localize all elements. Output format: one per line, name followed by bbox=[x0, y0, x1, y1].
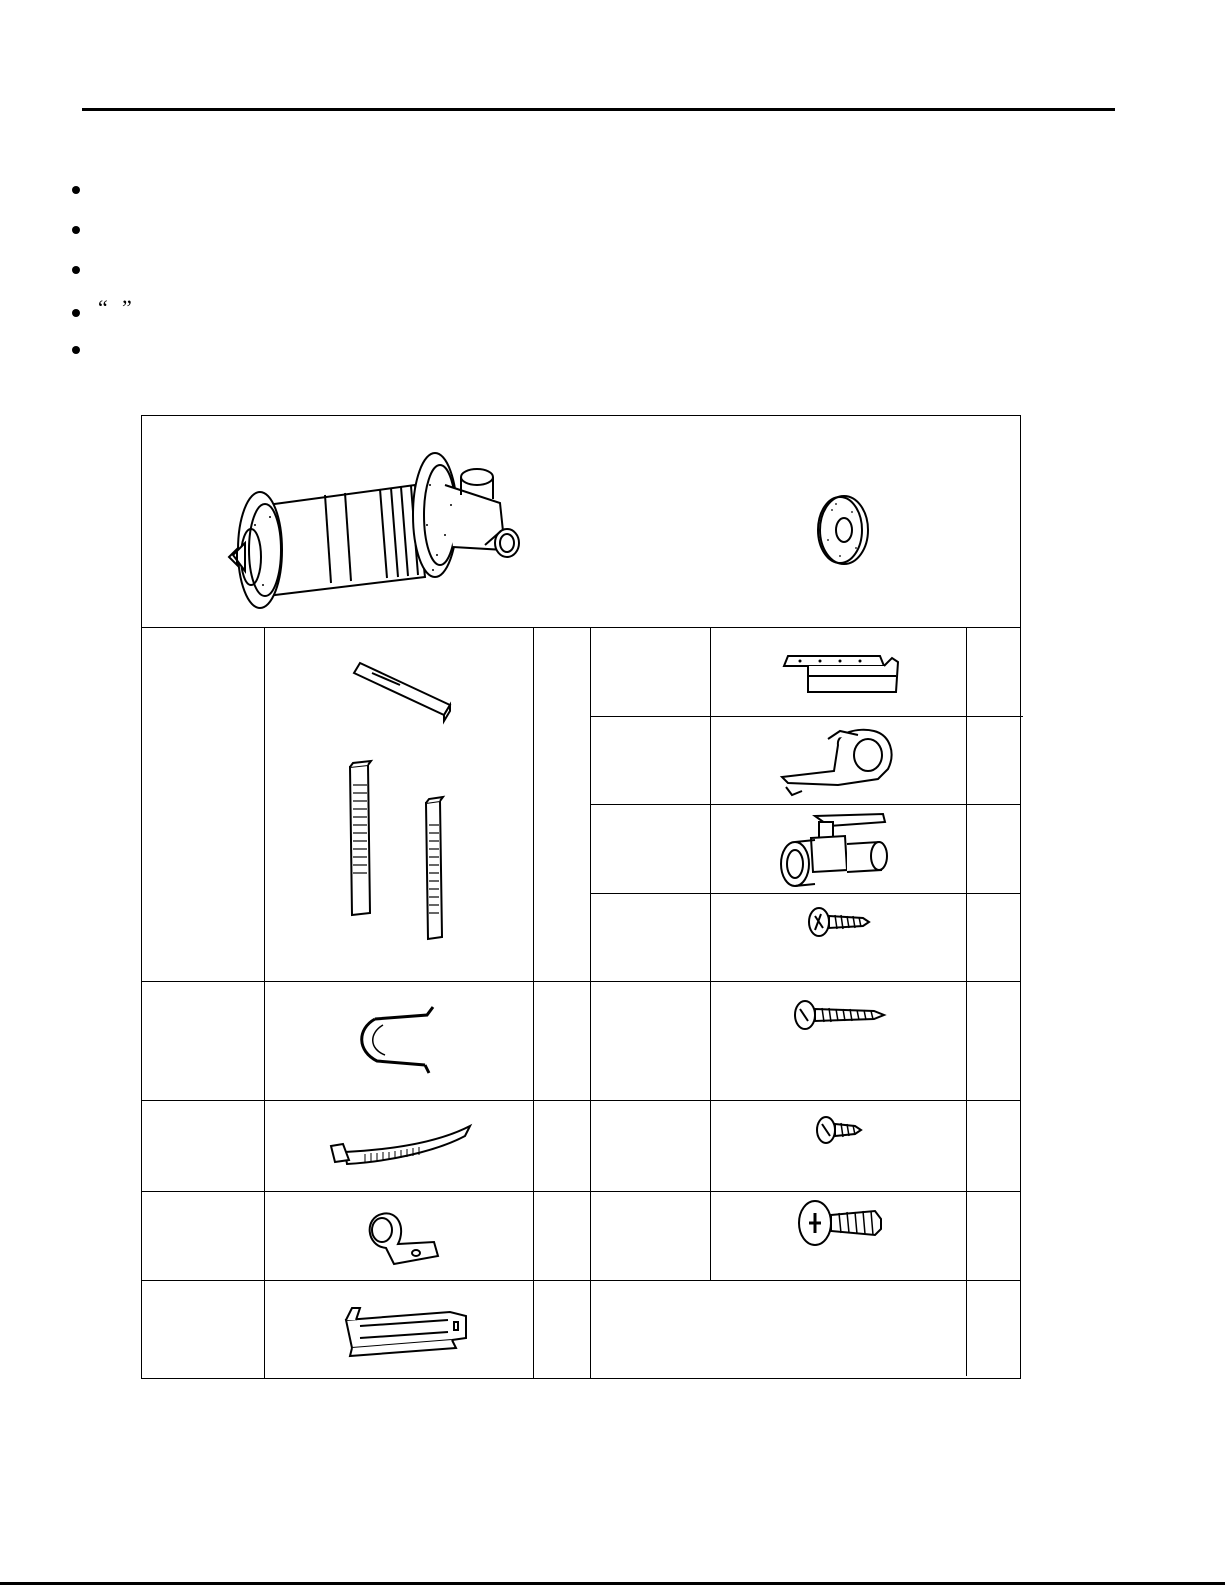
bullet-point bbox=[72, 266, 80, 274]
column-divider bbox=[533, 627, 534, 1379]
open-quote: “ bbox=[98, 295, 108, 320]
row-divider bbox=[141, 1100, 1021, 1101]
row-divider bbox=[141, 1280, 1021, 1281]
bullet-point bbox=[72, 186, 80, 194]
bullet-point bbox=[72, 226, 80, 234]
mounting-bracket-icon bbox=[340, 1302, 470, 1362]
foam-washer-icon bbox=[812, 490, 872, 570]
bullet-point bbox=[72, 309, 80, 317]
flat-head-screw-icon bbox=[795, 1195, 885, 1250]
small-screw-icon bbox=[815, 1112, 865, 1148]
bushing-assembly-icon bbox=[215, 465, 525, 610]
row-divider bbox=[141, 627, 1021, 628]
column-divider bbox=[966, 627, 967, 1376]
ball-valve-icon bbox=[775, 808, 895, 890]
header-rule bbox=[82, 108, 1115, 111]
long-wood-screw-icon bbox=[792, 995, 887, 1035]
cable-tie-icon bbox=[325, 1122, 475, 1172]
column-divider bbox=[264, 627, 265, 1379]
spring-clip-icon bbox=[355, 1005, 445, 1075]
close-quote: ” bbox=[122, 295, 132, 320]
short-screw-icon bbox=[807, 902, 872, 942]
column-divider bbox=[710, 627, 711, 1280]
saddle-clamp-icon bbox=[778, 725, 903, 800]
row-divider bbox=[141, 1191, 1021, 1192]
rail-bracket-icon bbox=[780, 652, 900, 694]
row-divider bbox=[591, 804, 1021, 805]
column-divider bbox=[590, 627, 591, 1379]
row-divider bbox=[591, 893, 1021, 894]
insulation-strips-icon bbox=[330, 655, 460, 945]
p-clip-icon bbox=[358, 1208, 448, 1273]
row-divider bbox=[591, 716, 1023, 717]
row-divider bbox=[141, 981, 1021, 982]
bullet-point bbox=[72, 346, 80, 354]
